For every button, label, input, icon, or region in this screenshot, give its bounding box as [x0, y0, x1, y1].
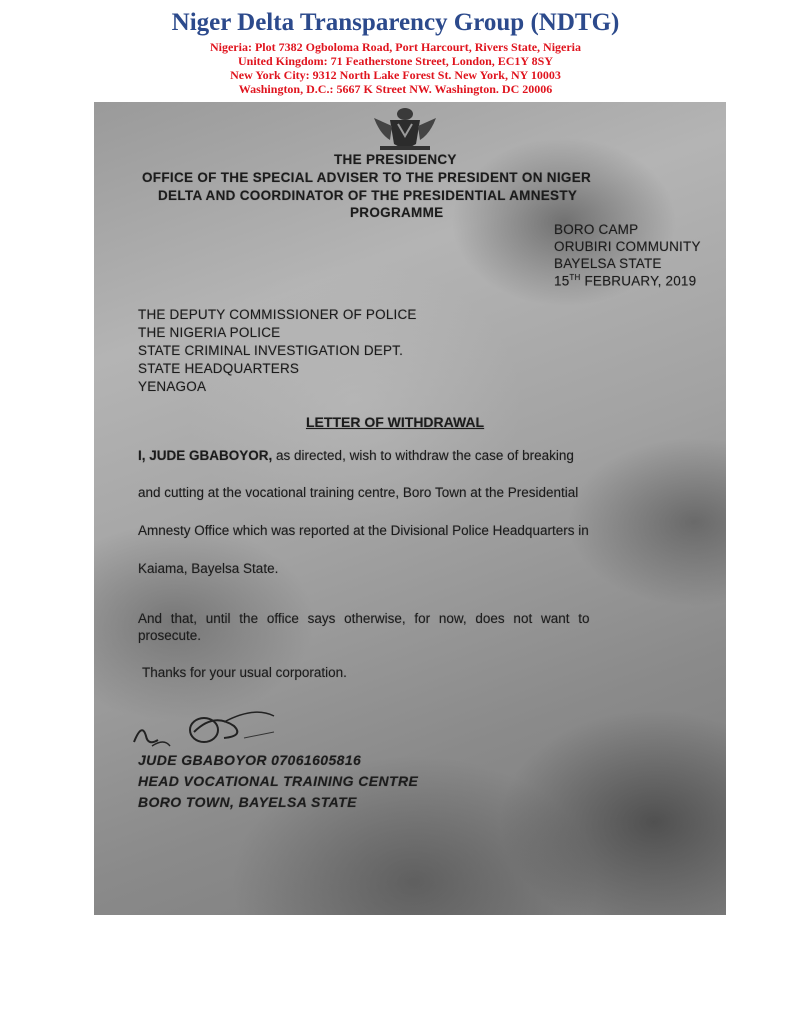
scanned-letter: [94, 102, 726, 915]
recipient-line5: YENAGOA: [138, 379, 207, 394]
closing-line: Thanks for your usual corporation.: [142, 665, 347, 680]
recipient-line2: THE NIGERIA POLICE: [138, 325, 281, 340]
address-dc: Washington, D.C.: 5667 K Street NW. Washington. DC 20006: [238, 82, 553, 96]
address-nigeria: Nigeria: Plot 7382 Ogboloma Road, Port Harcourt, Rivers State, Nigeria: [209, 40, 582, 54]
signatory-name: JUDE GBABOYOR 07061605816: [138, 752, 362, 768]
coat-of-arms-icon: [360, 104, 450, 152]
address-uk: United Kingdom: 71 Featherstone Street, London, EC1Y 8SY: [237, 54, 553, 68]
body-line3: Amnesty Office which was reported at the Divisional Police Headquarters in: [138, 523, 589, 538]
office-heading-line1: OFFICE OF THE SPECIAL ADVISER TO THE PRESIDENT ON NIGER: [142, 170, 592, 185]
org-title: Niger Delta Transparency Group (NDTG): [171, 9, 620, 36]
signatory-title: HEAD VOCATIONAL TRAINING CENTRE: [138, 773, 419, 789]
letter-subject: LETTER OF WITHDRAWAL: [306, 414, 485, 430]
body-line4: Kaiama, Bayelsa State.: [138, 561, 279, 576]
sender-address-line2: ORUBIRI COMMUNITY: [554, 239, 701, 254]
body-line1: I, JUDE GBABOYOR, as directed, wish to withdraw the case of breaking: [138, 448, 574, 463]
body-para2-line2: prosecute.: [138, 628, 202, 643]
recipient-line4: STATE HEADQUARTERS: [138, 361, 300, 376]
office-heading-line3: PROGRAMME: [350, 205, 444, 220]
letter-date: 15TH FEBRUARY, 2019: [554, 273, 697, 289]
sender-address-line3: BAYELSA STATE: [554, 256, 662, 271]
body-para2-line1: And that, until the office says otherwise, for now, does not want to: [138, 611, 590, 626]
address-nyc: New York City: 9312 North Lake Forest St. New York, NY 10003: [230, 68, 561, 82]
recipient-line3: STATE CRIMINAL INVESTIGATION DEPT.: [138, 343, 404, 358]
recipient-line1: THE DEPUTY COMMISSIONER OF POLICE: [138, 307, 417, 322]
sender-address-line1: BORO CAMP: [554, 222, 639, 237]
presidency-heading: THE PRESIDENCY: [334, 152, 457, 167]
body-line2: and cutting at the vocational training centre, Boro Town at the Presidential: [138, 485, 579, 500]
office-heading-line2: DELTA AND COORDINATOR OF THE PRESIDENTIAL AMNESTY: [158, 188, 578, 203]
signatory-location: BORO TOWN, BAYELSA STATE: [138, 794, 357, 810]
